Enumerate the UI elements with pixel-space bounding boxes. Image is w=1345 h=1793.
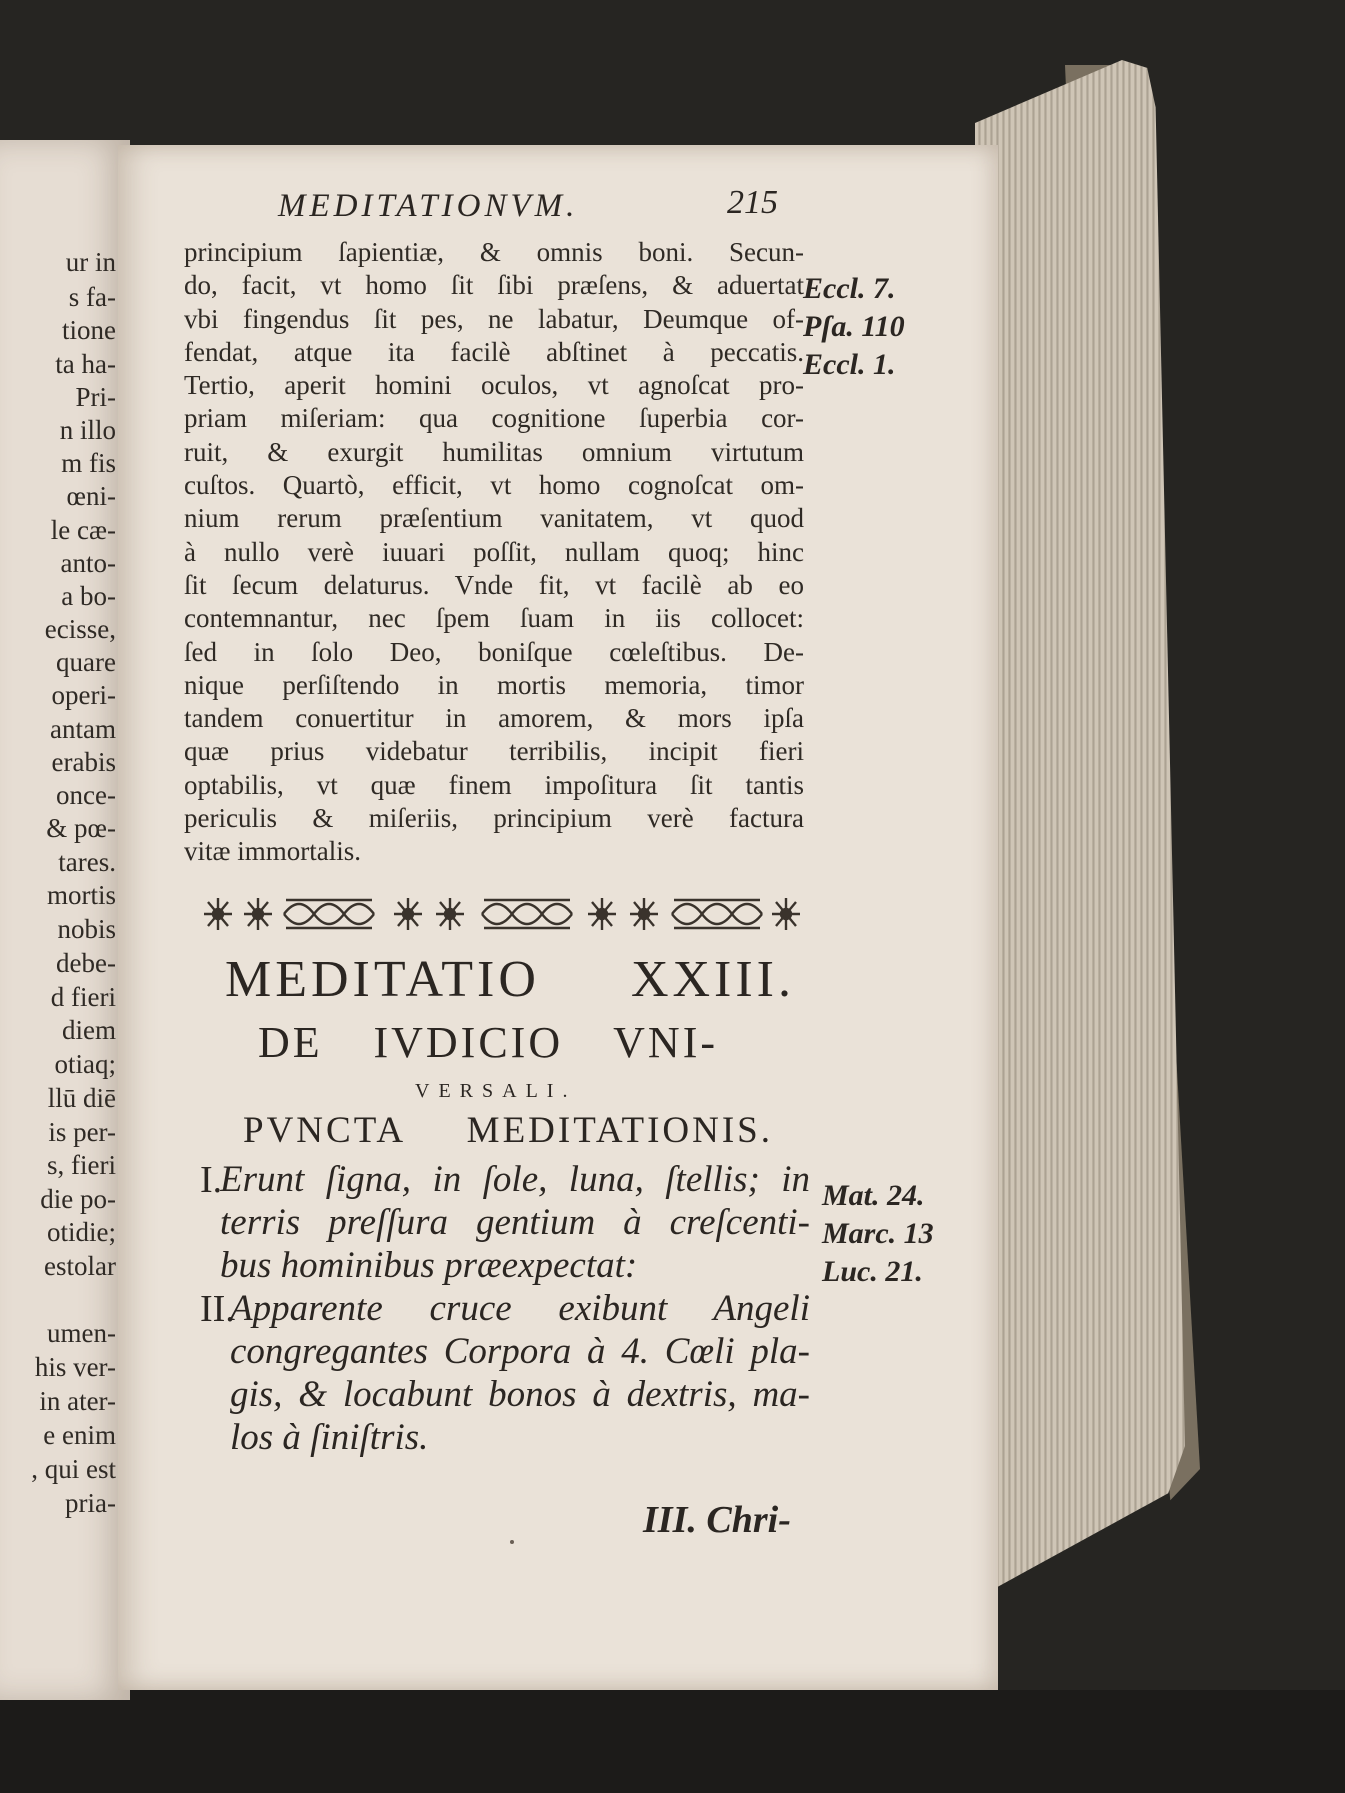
left-page-line: a bo- [61, 581, 116, 611]
left-page-line: tione [62, 315, 116, 345]
left-page-line: tares. [58, 847, 116, 877]
body-line: ſit ſecum delaturus. Vnde fit, vt facilè ab eo [184, 569, 804, 600]
point-line: bus hominibus præexpectat: [220, 1245, 638, 1286]
meditation-point [200, 1287, 810, 1459]
left-page-line: antam [50, 714, 116, 744]
left-page-line: le cæ- [50, 515, 116, 545]
left-page-line: s, fieri [47, 1150, 116, 1180]
body-line: optabilis, vt quæ finem impoſitura ſit tantis [184, 769, 804, 800]
knot-icon [672, 900, 762, 928]
fleuron-icon [436, 898, 464, 930]
left-page-line: otidie; [47, 1217, 116, 1247]
left-page-line: œni- [66, 481, 116, 511]
left-page-line: operi- [51, 680, 116, 710]
ornament-band [198, 890, 806, 938]
left-page-line: diem [62, 1015, 116, 1045]
running-title: MEDITATIONVM. [278, 188, 579, 224]
left-page-line: die po- [40, 1184, 116, 1214]
fleuron-icon [394, 898, 422, 930]
marginal-ref: Pſa. 110 [803, 310, 905, 343]
left-page-line: mortis [46, 880, 116, 910]
body-line: quæ prius videbatur terribilis, incipit fieri [184, 736, 804, 767]
left-page-line: anto- [60, 548, 116, 578]
left-page-line: , qui est [31, 1454, 116, 1484]
marginal-ref: Eccl. 7. [803, 272, 896, 305]
catchword: III. Chri- [643, 1499, 791, 1541]
left-page-line: ecisse, [44, 614, 116, 644]
background [0, 1690, 1345, 1793]
point-line: Erunt ſigna, in ſole, luna, ſtellis; in [220, 1159, 810, 1200]
point-line: congregantes Corpora à 4. Cœli pla- [230, 1331, 810, 1372]
meditation-points [200, 1158, 810, 1459]
fleuron-icon [244, 898, 272, 930]
meditation-point [200, 1158, 810, 1287]
body-line: cuſtos. Quartò, efficit, vt homo cognoſcat om- [184, 470, 804, 501]
marginal-ref: Marc. 13 [822, 1217, 934, 1250]
fleuron-icon [204, 898, 232, 930]
point-line: los à ſiniſtris. [230, 1417, 429, 1458]
left-page-line: in ater- [39, 1386, 116, 1416]
left-page-line: is per- [48, 1117, 116, 1147]
meditation-subject-continued: VERSALI. [415, 1080, 577, 1102]
body-line: periculis & miſeriis, principium verè factura [184, 803, 804, 834]
left-page-line: estolar [44, 1251, 116, 1281]
body-line: vitæ immortalis. [184, 836, 362, 867]
marginal-ref: Mat. 24. [822, 1179, 925, 1212]
meditation-subject: DE IVDICIO VNI- [258, 1018, 718, 1067]
marginal-references-bottom [822, 1177, 972, 1291]
left-page-line: s fa- [68, 282, 116, 312]
left-page-line: nobis [57, 914, 116, 944]
body-line: nium rerum præſentium vanitatem, vt quod [184, 503, 804, 534]
left-page-line: otiaq; [54, 1049, 116, 1079]
left-page-line: quare [56, 647, 116, 677]
left-page-line: his ver- [34, 1352, 116, 1382]
body-line: do, facit, vt homo ſit ſibi præſens, & aduertat [184, 270, 804, 301]
body-line: tandem conuertitur in amorem, & mors ipſa [184, 703, 804, 734]
body-line: priam miſeriam: qua cognitione ſuperbia cor- [184, 403, 804, 434]
body-line: ſed in ſolo Deo, boniſque cœleſtibus. De- [184, 636, 804, 667]
left-page-line: ta ha- [55, 349, 116, 379]
puncta-heading: PVNCTA MEDITATIONIS. [243, 1110, 773, 1151]
body-line: contemnantur, nec ſpem ſuam in iis collocet: [184, 603, 804, 634]
left-page-line: umen- [47, 1318, 116, 1348]
left-page-line: erabis [51, 747, 116, 777]
page-number: 215 [727, 184, 778, 221]
body-line: ruit, & exurgit humilitas omnium virtutum [184, 436, 804, 467]
page-speck [510, 1540, 514, 1544]
point-numeral: II. [200, 1288, 235, 1330]
body-line: vbi fingendus ſit pes, ne labatur, Deumque of- [184, 303, 804, 334]
left-page-line: n illo [59, 415, 116, 445]
body-line: fendat, atque ita facilè abſtinet à peccatis. [184, 336, 804, 367]
left-page-line: debe- [56, 948, 116, 978]
left-page-line: once- [56, 780, 116, 810]
point-line: gis, & locabunt bonos à dextris, ma- [230, 1374, 810, 1415]
fleuron-icon [630, 898, 658, 930]
fleuron-icon [588, 898, 616, 930]
point-numeral: I. [200, 1159, 223, 1201]
left-page-line: llū diē [47, 1083, 116, 1113]
point-line: Apparente cruce exibunt Angeli [230, 1288, 810, 1329]
left-page-line: d fieri [50, 982, 116, 1012]
left-page [0, 140, 130, 1700]
fleuron-icon [772, 898, 800, 930]
marginal-references-top [803, 270, 953, 384]
body-line: principium ſapientiæ, & omnis boni. Secun- [184, 237, 804, 267]
knot-icon [482, 900, 572, 928]
body-line: Tertio, aperit homini oculos, vt agnoſcat pro- [184, 370, 804, 401]
body-text [184, 236, 804, 869]
left-page-line: & pœ- [46, 813, 116, 843]
meditation-heading: MEDITATIO XXIII. [225, 951, 795, 1008]
knot-icon [284, 900, 374, 928]
body-line: nique perſiſtendo in mortis memoria, timor [184, 669, 804, 700]
page-fore-edge [975, 60, 1185, 1635]
left-page-line: Pri- [75, 382, 116, 412]
left-page-line: m fis [61, 448, 116, 478]
left-page-line: pria- [65, 1488, 116, 1518]
left-page-line: e enim [43, 1420, 116, 1450]
marginal-ref: Luc. 21. [822, 1255, 923, 1288]
left-page-line: ur in [65, 247, 116, 277]
point-line: terris preſſura gentium à creſcenti- [220, 1202, 810, 1243]
body-line: à nullo verè iuuari poſſit, nullam quoq; hinc [184, 536, 804, 567]
marginal-ref: Eccl. 1. [803, 348, 896, 381]
